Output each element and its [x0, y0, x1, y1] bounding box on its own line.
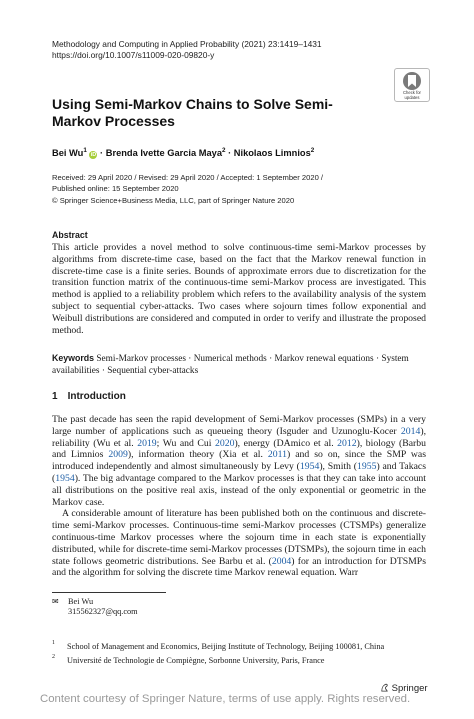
- journal-citation: Methodology and Computing in Applied Probability (2021) 23:1419–1431: [52, 39, 322, 49]
- published-date: Published online: 15 September 2020: [52, 184, 179, 194]
- history-dates: Received: 29 April 2020 / Revised: 29 April 2020 / Accepted: 1 September 2020 /: [52, 173, 324, 182]
- paragraph-text: ) and Takacs (: [52, 461, 426, 484]
- springer-horse-icon: [380, 683, 389, 692]
- paragraph-text: The past decade has seen the rapid development of Semi-Markov processes (SMPs) in a very large number of applications such as queueing theory (Isguder and Uzunoglu-Kocer: [52, 414, 426, 437]
- paragraph-text: A considerable amount of literature has been published both on the continuous and discrete-time semi-Markov processes. Continuous-time semi-Markov processes (CTSMPs) generalize continuous-time Markov processes where the sojourn time in each state is exponentially distributed, while for discrete-time semi-Markov processes (DTSMPs), the sojourn time in each state follows geometric distributions. See Barbu et al. (: [52, 508, 426, 567]
- author-name[interactable]: Nikolaos Limnios: [233, 148, 311, 159]
- copyright-line: © Springer Science+Business Media, LLC, part of Springer Nature 2020: [52, 195, 295, 205]
- article-title: Using Semi-Markov Chains to Solve Semi-Markov Processes: [52, 96, 333, 129]
- email-link[interactable]: 315562327@qq.com: [68, 607, 138, 617]
- doi-link[interactable]: https://doi.org/10.1007/s11009-020-09820-y: [52, 50, 215, 60]
- citation-link[interactable]: 2012: [337, 437, 357, 449]
- envelope-icon: ✉: [52, 597, 59, 606]
- introduction-body: [52, 414, 426, 579]
- author-name[interactable]: Bei Wu: [52, 148, 84, 159]
- citation-link[interactable]: 2020: [215, 437, 235, 449]
- paragraph-text: ), reliability (Wu et al.: [52, 425, 426, 449]
- paragraph-text: ), Smith (: [319, 461, 358, 473]
- publication-dates: [52, 172, 323, 206]
- paragraph-text: ), energy (DAmico et al.: [234, 437, 338, 449]
- author-list: [52, 147, 314, 159]
- check-for-updates-badge[interactable]: [394, 68, 430, 102]
- affiliation-number: 2: [52, 654, 55, 660]
- citation-link[interactable]: 2014: [400, 425, 421, 437]
- author-affiliation-mark: 2: [222, 147, 226, 154]
- citation-link[interactable]: 1954: [299, 461, 320, 473]
- author-separator: ·: [100, 148, 106, 159]
- bookmark-icon: [403, 72, 421, 90]
- paragraph-text: ). The big advantage compared to the Markov processes is that they can take into account all distributions on the positive real axis, instead of the only exponential or geometric in the Markov case.: [52, 472, 426, 508]
- paragraph: [52, 508, 426, 579]
- affiliation-text: School of Management and Economics, Beijing Institute of Technology, Beijing 100081, China: [67, 642, 385, 651]
- abstract-heading: Abstract: [52, 230, 88, 240]
- author-name[interactable]: Brenda Ivette Garcia Maya: [105, 148, 222, 159]
- publisher-name: Springer: [391, 683, 428, 694]
- badge-text-1: Check for: [403, 90, 421, 95]
- paragraph: [52, 414, 426, 508]
- paragraph-text: ), biology (Barbu and Limnios: [52, 437, 426, 461]
- orcid-icon[interactable]: iD: [90, 152, 97, 159]
- footnote-divider: [52, 592, 166, 593]
- corresponding-author: Bei Wu: [68, 597, 94, 606]
- keywords-label: Keywords: [52, 353, 95, 363]
- paragraph-text: ) and so on, since the SMP was introduced independently and almost simultaneously by Levy (: [52, 449, 426, 473]
- abstract-text: This article provides a novel method to solve continuous-time semi-Markov processes by algorithms from discrete-time case, based on the fact that the Markov renewal function in discrete-time case is a finite series. Bounds of approximate errors due to discretization for the transition function matrix of the continuous-time semi-Markov process are investigated. This method is applied to a reliability problem which refers to the availability analysis of the system subject to sequential cyber-attacks. Two cases where sojourn times follow exponential and Weibull distributions are considered and computed in order to verify and illustrate the proposed method.: [52, 242, 426, 336]
- author-affiliation-mark: 1: [83, 147, 87, 154]
- citation-link[interactable]: 1955: [357, 461, 377, 473]
- section-number: 1: [52, 391, 58, 402]
- affiliation-number: 1: [52, 640, 55, 646]
- paragraph-text: ; Wu and Cui: [156, 437, 215, 449]
- affiliation-text: Université de Technologie de Compiègne, Sorbonne University, Paris, France: [67, 656, 325, 665]
- copyright-footer: Content courtesy of Springer Nature, terms of use apply. Rights reserved.: [40, 693, 411, 705]
- citation-link[interactable]: 2019: [137, 437, 157, 449]
- author-separator: ·: [225, 148, 234, 159]
- badge-text-2: updates: [404, 94, 420, 100]
- keywords-list: Semi-Markov processes · Numerical methods · Markov renewal equations · System availabilities · Sequential cyber-attacks: [52, 354, 409, 376]
- keywords: [52, 352, 432, 377]
- citation-link[interactable]: 2004: [271, 555, 292, 567]
- paragraph-text: ), information theory (Xia et al.: [127, 449, 268, 461]
- citation-link[interactable]: 2009: [108, 449, 128, 461]
- citation-link[interactable]: 1954: [55, 472, 75, 484]
- citation-link[interactable]: 2011: [267, 449, 287, 461]
- paragraph-text: ) for an introduction for DTSMPs and the algorithm for solving the discrete time Markov renewal equation. Warr: [52, 555, 426, 579]
- section-title: Introduction: [67, 391, 126, 402]
- journal-header: [52, 39, 322, 61]
- section-heading: [52, 391, 126, 402]
- author-affiliation-mark: 2: [310, 147, 315, 154]
